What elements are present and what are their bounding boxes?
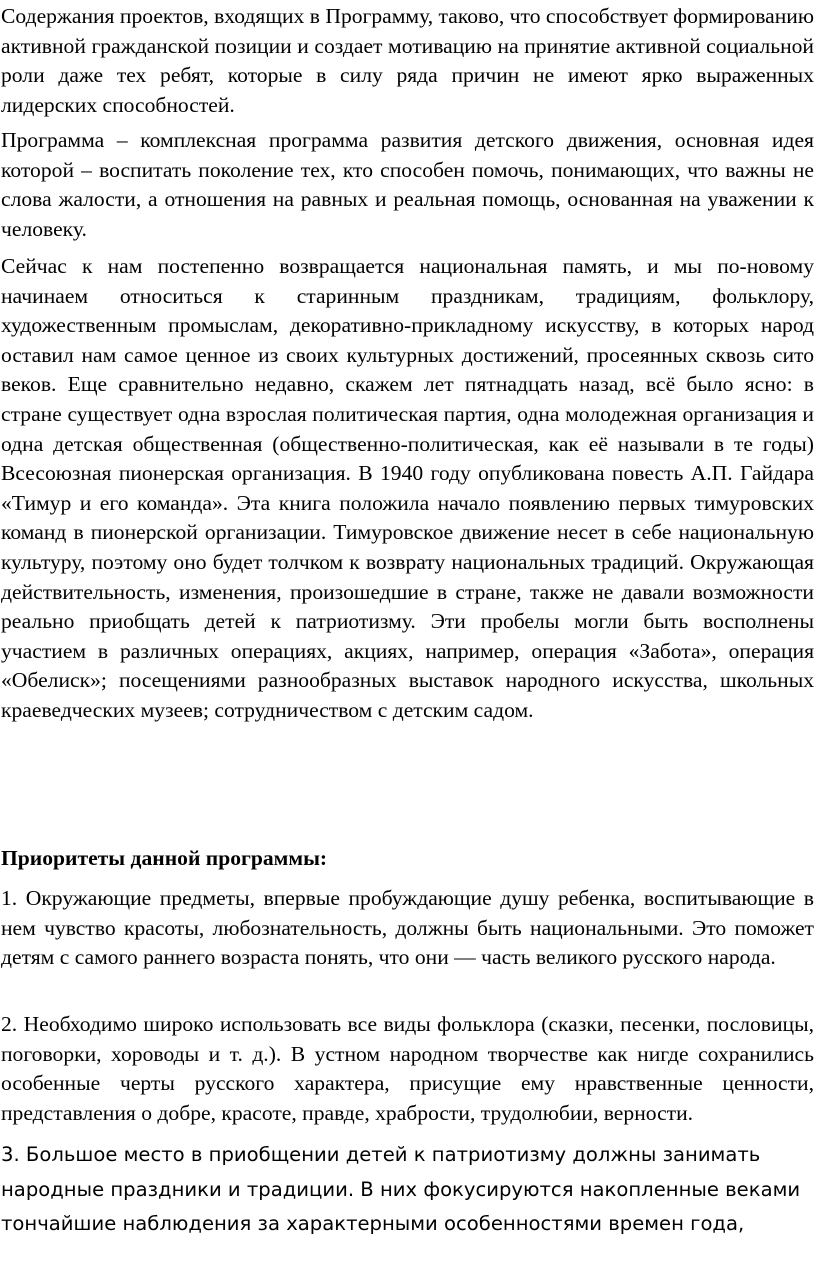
priority-item-2: 2. Необходимо широко использовать все виды фольклора (сказки, песенки, пословицы, поговорки, хороводы и т. д.). В устном народном творчестве как нигде сохранились особенные черты русского характера, присущие ему нравственные ценности, представления о добре, красоте, правде, храбрости, трудолюбии, верности. [1,1012,814,1125]
priority-item-1: 1. Окружающие предметы, впервые пробуждающие душу ребенка, воспитывающие в нем чувство красоты, любознательность, должны быть национальными. Это поможет детям с самого раннего возраста понять, что они — часть великого русского народа. [1,886,814,970]
paragraph-projects-content: Содержания проектов, входящих в Программу, таково, что способствует формированию активной гражданской позиции и создает мотивацию на принятие активной социальной роли даже тех ребят, которые в силу ряда причин не имеют ярко выраженных лидерских способностей. [1,4,814,117]
section-heading-priorities: Приоритеты данной программы: [1,846,328,870]
paragraph-national-memory: Сейчас к нам постепенно возвращается национальная память, и мы по-новому начинаем относиться к старинным праздникам, традициям, фольклору, художественным промыслам, декоративно-прикладному искусству, в которых народ оставил нам самое ценное из своих культурных достижений, просеянных сквозь сито веков. Еще сравнительно недавно, скажем лет пятнадцать назад, всё было ясно: в стране существует одна взрослая политическая партия, одна молодежная организация и одна детская общественная (общественно-политическая, как её называли в те годы) Всесоюзная пионерская организация. В 1940 году опубликована повесть А.П. Гайдара «Тимур и его команда». Эта книга положила начало появлению первых тимуровских команд в пионерской организации. Тимуровское движение несет в себе национальную культуру, поэтому оно будет толчком к возврату национальных традиций. Окружающая действительность, изменения, произошедшие в стране, также не давали возможности реально приобщать детей к патриотизму. Эти пробелы могли быть восполнены участием в различных операциях, акциях, например, операция «Забота», операция «Обелиск»; посещениями разнообразных выставок народного искусства, школьных краеведческих музеев; сотрудничеством с детским садом. [1,254,814,722]
paragraph-program-idea: Программа – комплексная программа развития детского движения, основная идея которой – воспитать поколение тех, кто способен помочь, понимающих, что важны не слова жалости, а отношения на равных и реальная помощь, основанная на уважении к человеку. [1,128,814,241]
priority-item-3: 3. Большое место в приобщении детей к патриотизму должны занимать народные праздники и традиции. В них фокусируются накопленные веками тончайшие наблюдения за характерными особенностями времен года, [1,1143,801,1235]
